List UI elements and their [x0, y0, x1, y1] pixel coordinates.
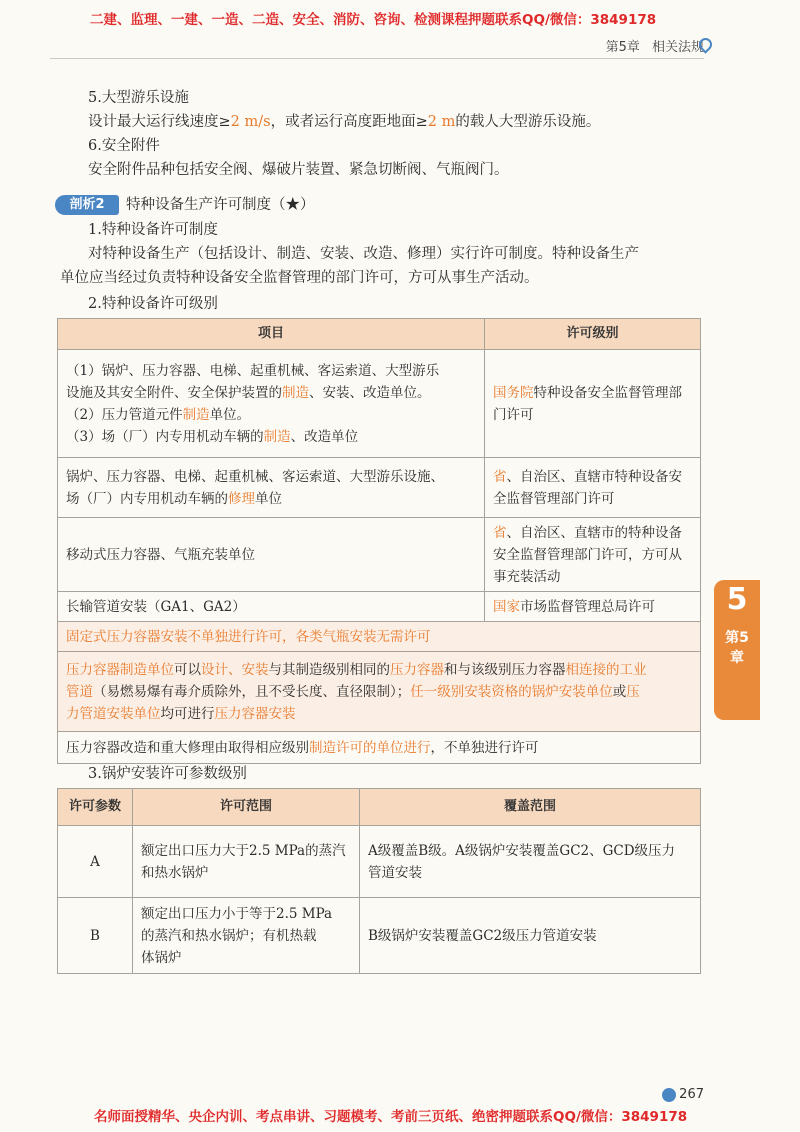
section1-line2: 单位应当经过负责特种设备安全监督管理的部门许可，方可从事生产活动。 — [60, 270, 539, 286]
section2-title: 2.特种设备许可级别 — [88, 296, 218, 312]
col-header-level: 许可级别 — [485, 319, 701, 350]
col-header-scope: 许可范围 — [133, 789, 360, 826]
note2: 压力容器制造单位可以设计、安装与其制造级别相同的压力容器和与该级别压力容器相连接的工业 管道（易燃易爆有毒介质除外，且不受长度、直径限制）；任一级别安装资格的锅炉安装单位或压 力管道安装单位均可进行压力容器安装 — [58, 652, 701, 732]
table-row — [58, 652, 701, 732]
table-row — [58, 622, 701, 652]
row-b-param: B — [58, 898, 133, 974]
note3: 压力容器改造和重大修理由取得相应级别制造许可的单位进行，不单独进行许可 — [58, 732, 701, 764]
page-number: 267 — [662, 1087, 704, 1102]
row-a-param: A — [58, 826, 133, 898]
header-divider — [50, 58, 704, 59]
page-number-icon — [662, 1088, 676, 1102]
row3-item: 移动式压力容器、气瓶充装单位 — [58, 518, 485, 592]
row1-level: 国务院特种设备安全监督管理部 门许可 — [485, 350, 701, 458]
row-a-scope: 额定出口压力大于2.5 MPa的蒸汽 和热水锅炉 — [133, 826, 360, 898]
table-row — [58, 732, 701, 764]
row-b-scope: 额定出口压力小于等于2.5 MPa 的蒸汽和热水锅炉；有机热载 体锅炉 — [133, 898, 360, 974]
analysis-badge: 剖析2 — [55, 195, 119, 215]
section1-line1: 对特种设备生产（包括设计、制造、安装、改造、修理）实行许可制度。特种设备生产 — [88, 246, 639, 262]
row1-item: （1）锅炉、压力容器、电梯、起重机械、客运索道、大型游乐 设施及其安全附件、安全保护装置的制造、安装、改造单位。 （2）压力管道元件制造单位。 （3）场（厂）内专用机动车辆的制造、改造单位 — [58, 350, 485, 458]
chapter-label: 第5章 — [605, 40, 640, 55]
row3-level: 省、自治区、直辖市的特种设备 安全监督管理部门许可，方可从 事充装活动 — [485, 518, 701, 592]
item5-title: 5.大型游乐设施 — [88, 90, 189, 106]
section1-title: 1.特种设备许可制度 — [88, 222, 218, 238]
row-a-cover: A级覆盖B级。A级锅炉安装覆盖GC2、GCD级压力 管道安装 — [360, 826, 701, 898]
item6-title: 6.安全附件 — [88, 138, 160, 154]
table-row — [58, 898, 701, 974]
table-row — [58, 518, 701, 592]
license-level-table — [57, 318, 701, 764]
top-banner: 二建、监理、一建、一造、二造、安全、消防、咨询、检测课程押题联系QQ/微信：3849178 — [90, 12, 657, 28]
page-header — [606, 36, 704, 55]
table-row — [58, 826, 701, 898]
item6-text: 安全附件品种包括安全阀、爆破片装置、紧急切断阀、气瓶阀门。 — [88, 162, 509, 178]
chapter-tab-label: 第5 章 — [725, 630, 749, 666]
chapter-tab-number: 5 — [726, 582, 748, 617]
note1: 固定式压力容器安装不单独进行许可，各类气瓶安装无需许可 — [58, 622, 701, 652]
analysis-title: 特种设备生产许可制度（★） — [126, 197, 315, 213]
row4-item: 长输管道安装（GA1、GA2） — [58, 592, 485, 622]
table-row — [58, 350, 701, 458]
row-b-cover: B级锅炉安装覆盖GC2级压力管道安装 — [360, 898, 701, 974]
row2-item: 锅炉、压力容器、电梯、起重机械、客运索道、大型游乐设施、 场（厂）内专用机动车辆的修理单位 — [58, 458, 485, 518]
col-header-param: 许可参数 — [58, 789, 133, 826]
col-header-item: 项目 — [58, 319, 485, 350]
boiler-license-table — [57, 788, 701, 974]
section-label: 相关法规 — [651, 40, 704, 55]
row2-level: 省、自治区、直辖市特种设备安 全监督管理部门许可 — [485, 458, 701, 518]
table-row — [58, 458, 701, 518]
item5-text: 设计最大运行线速度≥2 m/s，或者运行高度距地面≥2 m的载人大型游乐设施。 — [88, 114, 601, 130]
table-row — [58, 592, 701, 622]
col-header-cover: 覆盖范围 — [360, 789, 701, 826]
section3-title: 3.锅炉安装许可参数级别 — [88, 766, 247, 782]
bottom-banner: 名师面授精华、央企内训、考点串讲、习题模考、考前三页纸、绝密押题联系QQ/微信：3849178 — [94, 1109, 688, 1125]
row4-level: 国家市场监督管理总局许可 — [485, 592, 701, 622]
